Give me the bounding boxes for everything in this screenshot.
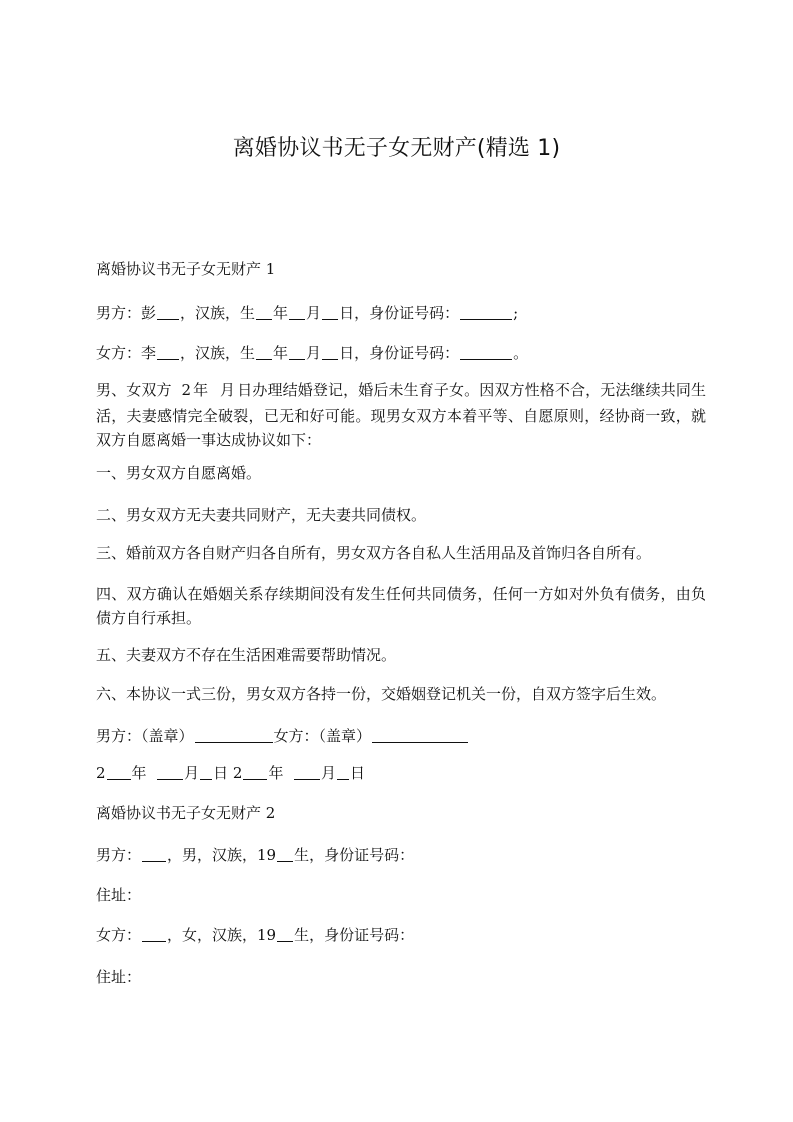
section-2-heading: 离婚协议书无子女无财产 2 [96,804,276,822]
male-id-blank [460,318,512,320]
female-birth-month-blank [289,358,305,360]
date-b-month-label: 月 [321,764,337,782]
date-b-month-blank [294,778,320,780]
date-b-day-label: 日 [350,764,366,782]
male-month-label: 月 [306,304,322,322]
document-title: 离婚协议书无子女无财产(精选 1) [232,136,561,161]
agreement-item-3: 三、婚前双方各自财产归各自所有，男女双方各自私人生活用品及首饰归各自所有。 [96,544,652,562]
female-name-blank [157,358,179,360]
intro-month-label: 月 [220,381,236,399]
male-birth-month-blank [289,318,305,320]
female-month-label: 月 [306,344,322,362]
date-a-month-blank [157,778,183,780]
section-2-address-1: 住址： [96,886,142,904]
signature-line [96,726,706,746]
date-a-month-label: 月 [184,764,200,782]
female-line-end: 。 [513,344,529,362]
male-birth-day-blank [322,318,338,320]
male-year-label: 年 [273,304,289,322]
male-party-line [96,303,706,323]
agreement-item-2: 二、男女双方无夫妻共同财产，无夫妻共同债权。 [96,506,427,524]
marriage-intro-paragraph [96,378,706,452]
section-2-male-birth-blank [277,860,293,862]
date-b-day-blank [337,778,349,780]
male-birth-year-blank [256,318,272,320]
male-line-end: ; [513,304,519,322]
date-b-year-label: 年 [268,764,284,782]
section-2-male-name-blank [142,860,166,862]
agreement-item-6: 六、本协议一式三份，男女双方各持一份，交婚姻登记机关一份，自双方签字后生效。 [96,685,667,703]
section-2-female-birth-blank [277,940,293,942]
section-1-heading: 离婚协议书无子女无财产 1 [96,260,276,278]
date-a-year-label: 年 [131,764,147,782]
female-ethnic-birth-label: ，汉族，生 [180,344,256,362]
female-party-line [96,343,706,363]
agreement-item-1: 一、男女双方自愿离婚。 [96,464,262,482]
female-birth-year-blank [256,358,272,360]
section-2-address-2: 住址： [96,968,142,986]
male-ethnic-birth-label: ，汉族，生 [180,304,256,322]
section-2-female-details: ，女，汉族，19 [167,926,277,944]
intro-year-label: 年 [192,381,209,399]
date-a-number: 2 [96,764,106,782]
female-signature-label: 女方：（盖章） [273,727,372,745]
date-b-year-blank [243,778,267,780]
female-year-label: 年 [273,344,289,362]
male-id-label: 日，身份证号码： [339,304,460,322]
female-id-blank [460,358,512,360]
intro-prefix: 男、女双方 [96,381,172,399]
agreement-item-5: 五、夫妻双方不存在生活困难需要帮助情况。 [96,646,397,664]
section-2-female-end: 生，身份证号码： [294,926,415,944]
male-name-blank [157,318,179,320]
female-id-label: 日，身份证号码： [339,344,460,362]
agreement-item-4: 四、双方确认在婚姻关系存续期间没有发生任何共同债务，任何一方如对外负有债务，由负债方自行承担。 [96,585,706,627]
section-2-female-prefix: 女方： [96,926,142,944]
section-2-male-prefix: 男方： [96,846,142,864]
female-signature-blank [372,741,468,743]
female-party-prefix: 女方：李 [96,344,157,362]
male-signature-blank [195,741,273,743]
male-signature-label: 男方：（盖章） [96,727,194,745]
intro-year-number: 2 [181,381,191,399]
female-birth-day-blank [322,358,338,360]
section-2-male-line [96,845,706,865]
section-2-female-line [96,925,706,945]
male-party-prefix: 男方：彭 [96,304,157,322]
date-a-day-blank [200,778,212,780]
date-a-day-label: 日 2 [213,764,243,782]
section-2-female-name-blank [142,940,166,942]
section-2-male-end: 生，身份证号码： [294,846,415,864]
signing-date-line [96,763,706,783]
intro-text: 日办理结婚登记，婚后未生育子女。因双方性格不合，无法继续共同生活，夫妻感情完全破裂，已无和好可能。现男女双方本着平等、自愿原则，经协商一致，就双方自愿离婚一事达成协议如下： [96,381,706,449]
date-a-year-blank [107,778,131,780]
section-2-male-details: ，男，汉族，19 [167,846,277,864]
